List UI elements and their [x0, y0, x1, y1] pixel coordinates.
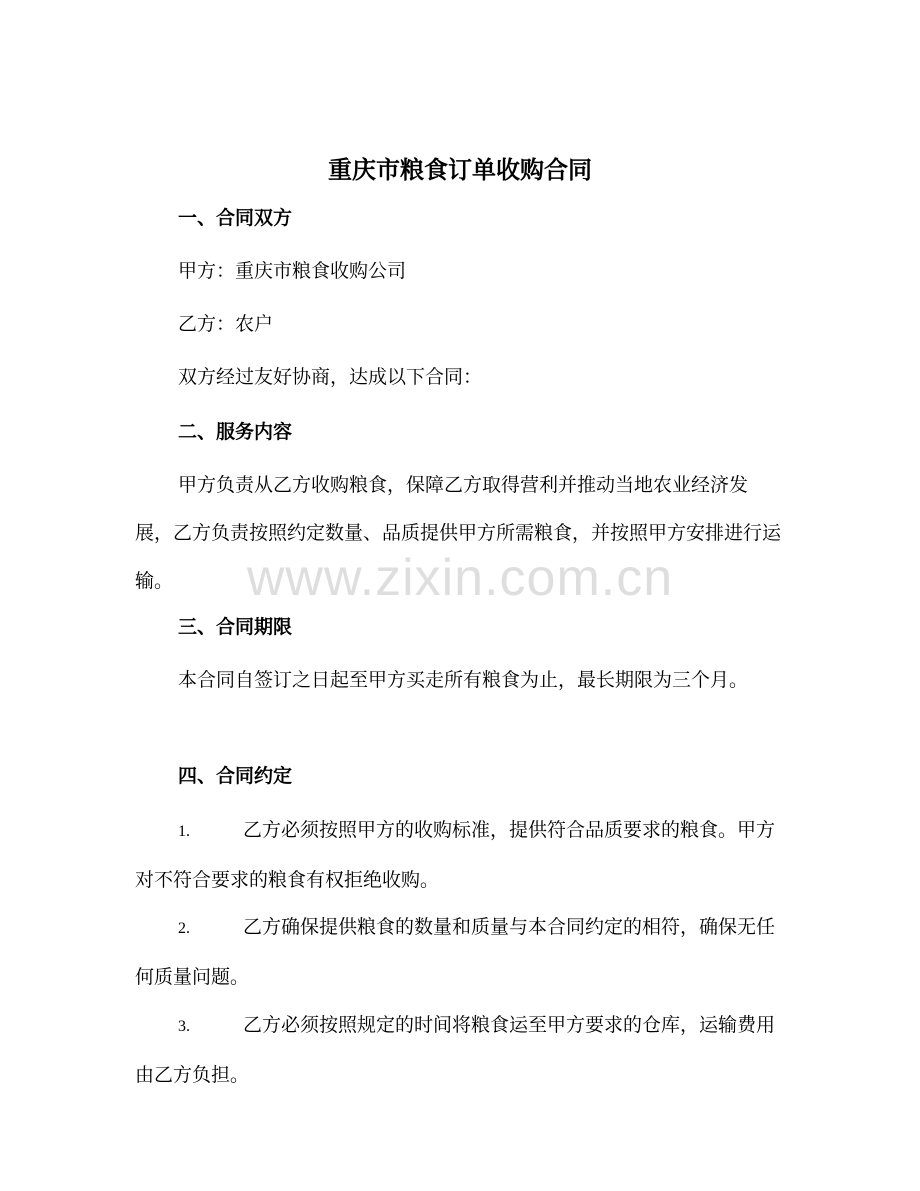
list-item [135, 806, 785, 904]
list-item [135, 1001, 785, 1099]
list-item-number: 3. [178, 1018, 190, 1035]
list-item [135, 903, 785, 1001]
document-title: 重庆市粮食订单收购合同 [328, 156, 592, 184]
watermark: www.zixin.com.cn [246, 549, 674, 607]
section-heading-service: 二、服务内容 [178, 421, 293, 443]
list-item-text: 乙方必须按照甲方的收购标准，提供符合品质要求的粮食。甲方对不符合要求的粮食有权拒绝收购。 [135, 819, 776, 891]
list-item-text: 乙方必须按照规定的时间将粮食运至甲方要求的仓库，运输费用由乙方负担。 [135, 1014, 776, 1086]
term-paragraph: 本合同自签订之日起至甲方买走所有粮食为止，最长期限为三个月。 [178, 669, 749, 691]
section-heading-term: 三、合同期限 [178, 616, 293, 638]
agreement-line: 双方经过友好协商，达成以下合同： [178, 366, 483, 388]
party-b-line: 乙方：农户 [178, 313, 274, 335]
section-heading-terms: 四、合同约定 [178, 765, 293, 787]
list-item-number: 1. [178, 823, 190, 840]
party-a-line: 甲方：重庆市粮食收购公司 [178, 260, 407, 282]
list-item-number: 2. [178, 920, 190, 937]
section-heading-parties: 一、合同双方 [178, 207, 293, 229]
list-item-text: 乙方确保提供粮食的数量和质量与本合同约定的相符，确保无任何质量问题。 [135, 916, 776, 988]
service-paragraph: 甲方负责从乙方收购粮食，保障乙方取得营利并推动当地农业经济发展，乙方负责按照约定数量、品质提供甲方所需粮食，并按照甲方安排进行运输。 [135, 474, 782, 592]
